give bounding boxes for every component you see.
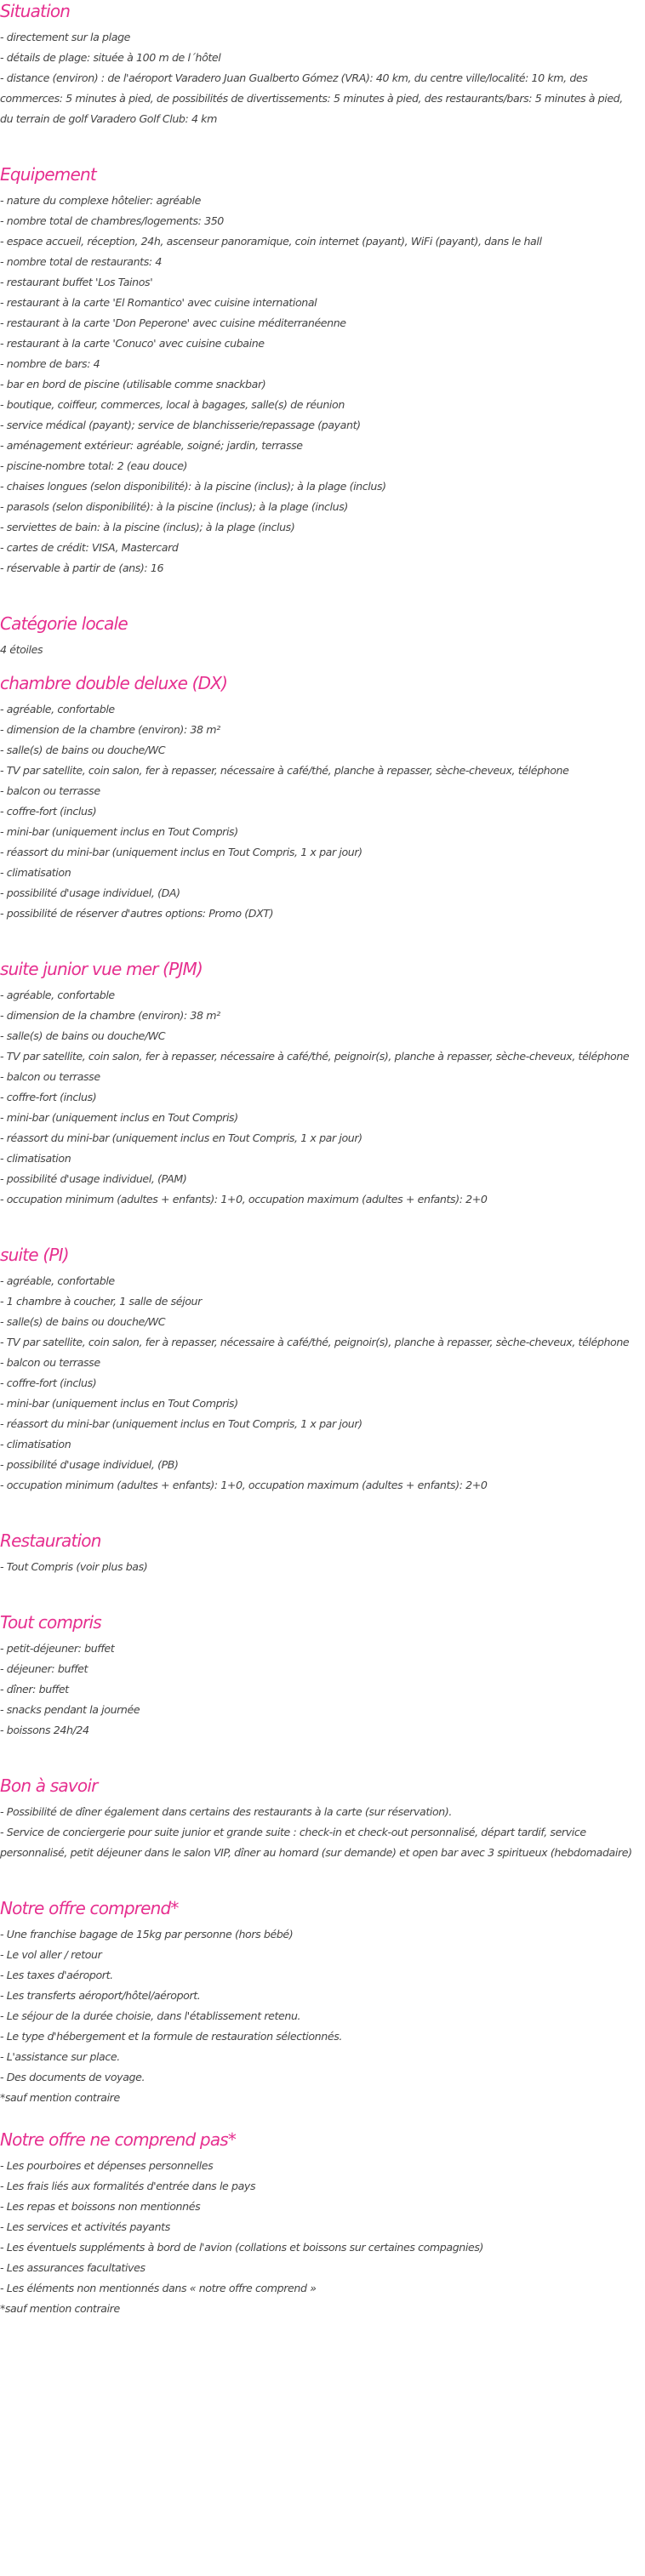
list-item: - TV par satellite, coin salon, fer à repasser, nécessaire à café/thé, peignoir(s), planche à repasser, sèche-cheveux, téléphone xyxy=(0,1050,630,1063)
section-lines xyxy=(0,191,645,578)
list-item: - Tout Compris (voir plus bas) xyxy=(0,1560,148,1573)
section-title: chambre double deluxe (DX) xyxy=(0,673,228,693)
list-item: - coffre-fort (inclus) xyxy=(0,1376,97,1389)
list-item: - L'assistance sur place. xyxy=(0,2050,120,2063)
list-item: *sauf mention contraire xyxy=(0,2302,120,2315)
list-item: - nombre total de chambres/logements: 350 xyxy=(0,214,224,227)
list-item: - réassort du mini-bar (uniquement inclus en Tout Compris, 1 x par jour) xyxy=(0,846,362,858)
section-suite xyxy=(0,1244,645,1496)
list-item: - Le séjour de la durée choisie, dans l'établissement retenu. xyxy=(0,2009,301,2022)
list-item: - restaurant à la carte 'Conuco' avec cuisine cubaine xyxy=(0,337,265,350)
list-item: - balcon ou terrasse xyxy=(0,1356,100,1369)
section-restauration xyxy=(0,1530,645,1577)
section-title: suite junior vue mer (PJM) xyxy=(0,959,203,979)
section-spacer xyxy=(0,1741,645,1775)
list-item: - déjeuner: buffet xyxy=(0,1662,88,1675)
section-lines xyxy=(0,2156,645,2319)
list-item: - bar en bord de piscine (utilisable comme snackbar) xyxy=(0,378,266,390)
section-spacer xyxy=(0,578,645,613)
section-title: Notre offre comprend* xyxy=(0,1898,179,1918)
section-title: Bon à savoir xyxy=(0,1775,98,1796)
section-suite-junior-vue-mer xyxy=(0,958,645,1210)
list-item: - balcon ou terrasse xyxy=(0,1070,100,1083)
section-lines xyxy=(0,27,645,129)
list-item: - espace accueil, réception, 24h, ascenseur panoramique, coin internet (payant), WiFi (payant), dans le hall xyxy=(0,235,542,248)
section-title: Restauration xyxy=(0,1530,101,1551)
list-item: - détails de plage: située à 100 m de l´hôtel xyxy=(0,51,221,64)
list-item: - agréable, confortable xyxy=(0,989,115,1001)
list-item: - Le type d'hébergement et la formule de restauration sélectionnés. xyxy=(0,2030,342,2043)
list-item: - dimension de la chambre (environ): 38 m² xyxy=(0,723,220,736)
section-lines xyxy=(0,1924,645,2108)
list-item: - directement sur la plage xyxy=(0,31,131,43)
section-lines xyxy=(0,985,645,1210)
list-item: - mini-bar (uniquement inclus en Tout Compris) xyxy=(0,825,238,838)
section-lines xyxy=(0,1557,645,1577)
list-item: - occupation minimum (adultes + enfants): 1+0, occupation maximum (adultes + enfants): 2+0 xyxy=(0,1479,488,1491)
list-item: - salle(s) de bains ou douche/WC xyxy=(0,1315,166,1328)
list-item: 4 étoiles xyxy=(0,643,43,656)
list-item: - dimension de la chambre (environ): 38 m² xyxy=(0,1009,220,1022)
list-item: - réassort du mini-bar (uniquement inclus en Tout Compris, 1 x par jour) xyxy=(0,1417,362,1430)
list-item: - climatisation xyxy=(0,1438,71,1450)
section-notre-offre-comprend xyxy=(0,1897,645,2108)
list-item: - coffre-fort (inclus) xyxy=(0,1091,97,1103)
list-item: - possibilité d'usage individuel, (PB) xyxy=(0,1458,179,1471)
list-item: - mini-bar (uniquement inclus en Tout Compris) xyxy=(0,1397,238,1410)
section-lines xyxy=(0,699,645,924)
list-item: - possibilité d'usage individuel, (DA) xyxy=(0,886,180,899)
list-item: - occupation minimum (adultes + enfants): 1+0, occupation maximum (adultes + enfants): 2+0 xyxy=(0,1193,488,1205)
list-item: - nature du complexe hôtelier: agréable xyxy=(0,194,201,207)
list-item: - boissons 24h/24 xyxy=(0,1724,89,1736)
section-spacer xyxy=(0,660,645,672)
section-spacer xyxy=(0,2108,645,2129)
list-item: - Des documents de voyage. xyxy=(0,2071,146,2083)
list-item: - réservable à partir de (ans): 16 xyxy=(0,561,164,574)
section-spacer xyxy=(0,2319,645,2331)
section-spacer xyxy=(0,129,645,163)
list-item: - distance (environ) : de l'aéroport Varadero Juan Gualberto Gómez (VRA): 40 km, du centre ville/localité: 10 km, des commerces: 5 minutes à pied, de possibilités de divertissements: 5 minutes à pied, des restaurants/bars: 5 minutes à pied, du terrain de golf Varadero Golf Club: 4 km xyxy=(0,71,623,125)
list-item: - Une franchise bagage de 15kg par personne (hors bébé) xyxy=(0,1928,294,1941)
section-spacer xyxy=(0,1210,645,1244)
section-title: Notre offre ne comprend pas* xyxy=(0,2129,237,2150)
list-item: - 1 chambre à coucher, 1 salle de séjour xyxy=(0,1295,202,1308)
list-item: - boutique, coiffeur, commerces, local à bagages, salle(s) de réunion xyxy=(0,398,345,411)
list-item: - agréable, confortable xyxy=(0,703,115,715)
list-item: - restaurant à la carte 'Don Peperone' avec cuisine méditerranéenne xyxy=(0,316,346,329)
list-item: - salle(s) de bains ou douche/WC xyxy=(0,1029,166,1042)
list-item: - cartes de crédit: VISA, Mastercard xyxy=(0,541,179,554)
section-title: suite (PI) xyxy=(0,1245,69,1265)
list-item: - Les éventuels suppléments à bord de l'avion (collations et boissons sur certaines compagnies) xyxy=(0,2241,484,2254)
list-item: - agréable, confortable xyxy=(0,1274,115,1287)
section-categorie-locale xyxy=(0,613,645,660)
section-title: Situation xyxy=(0,1,71,21)
list-item: - Le vol aller / retour xyxy=(0,1948,102,1961)
list-item: - TV par satellite, coin salon, fer à repasser, nécessaire à café/thé, planche à repasser, sèche-cheveux, téléphone xyxy=(0,764,569,777)
list-item: - Les repas et boissons non mentionnés xyxy=(0,2200,201,2213)
list-item: - petit-déjeuner: buffet xyxy=(0,1642,115,1655)
section-lines xyxy=(0,1802,645,1863)
list-item: - restaurant buffet 'Los Tainos' xyxy=(0,276,153,288)
list-item: - Possibilité de dîner également dans certains des restaurants à la carte (sur réservation). xyxy=(0,1805,452,1818)
list-item: - mini-bar (uniquement inclus en Tout Compris) xyxy=(0,1111,238,1124)
list-item: - réassort du mini-bar (uniquement inclus en Tout Compris, 1 x par jour) xyxy=(0,1131,362,1144)
list-item: - dîner: buffet xyxy=(0,1683,69,1695)
list-item: - possibilité d'usage individuel, (PAM) xyxy=(0,1172,187,1185)
section-title: Equipement xyxy=(0,164,96,185)
list-item: - aménagement extérieur: agréable, soigné; jardin, terrasse xyxy=(0,439,303,452)
list-item: - TV par satellite, coin salon, fer à repasser, nécessaire à café/thé, peignoir(s), planche à repasser, sèche-cheveux, téléphone xyxy=(0,1336,630,1348)
section-title: Catégorie locale xyxy=(0,613,128,634)
list-item: - Les taxes d'aéroport. xyxy=(0,1969,113,1981)
list-item: - salle(s) de bains ou douche/WC xyxy=(0,744,166,756)
list-item: - Les pourboires et dépenses personnelles xyxy=(0,2159,214,2172)
section-title: Tout compris xyxy=(0,1612,101,1633)
section-situation xyxy=(0,0,645,129)
section-chambre-double-deluxe xyxy=(0,672,645,924)
list-item: - climatisation xyxy=(0,1152,71,1165)
section-bon-a-savoir xyxy=(0,1775,645,1863)
list-item: - possibilité de réserver d'autres options: Promo (DXT) xyxy=(0,907,274,920)
list-item: - Les assurances facultatives xyxy=(0,2261,146,2274)
section-tout-compris xyxy=(0,1611,645,1741)
section-spacer xyxy=(0,1577,645,1611)
section-lines xyxy=(0,640,645,660)
list-item: - snacks pendant la journée xyxy=(0,1703,140,1716)
section-lines xyxy=(0,1271,645,1496)
list-item: *sauf mention contraire xyxy=(0,2091,120,2104)
list-item: - service médical (payant); service de blanchisserie/repassage (payant) xyxy=(0,419,361,431)
list-item: - Les services et activités payants xyxy=(0,2220,170,2233)
list-item: - parasols (selon disponibilité): à la piscine (inclus); à la plage (inclus) xyxy=(0,500,348,513)
section-notre-offre-ne-comprend-pas xyxy=(0,2129,645,2319)
list-item: - restaurant à la carte 'El Romantico' avec cuisine international xyxy=(0,296,317,309)
list-item: - balcon ou terrasse xyxy=(0,784,100,797)
list-item: - serviettes de bain: à la piscine (inclus); à la plage (inclus) xyxy=(0,521,295,533)
list-item: - Les éléments non mentionnés dans « notre offre comprend » xyxy=(0,2282,317,2294)
list-item: - Service de conciergerie pour suite junior et grande suite : check-in et check-out personnalisé, départ tardif, service personnalisé, petit déjeuner dans le salon VIP, dîner au homard (sur demande) et open bar avec 3 spiritueux (hebdomadaire) xyxy=(0,1826,632,1859)
section-spacer xyxy=(0,1863,645,1897)
list-item: - coffre-fort (inclus) xyxy=(0,805,97,818)
section-equipement xyxy=(0,163,645,578)
list-item: - piscine-nombre total: 2 (eau douce) xyxy=(0,459,188,472)
list-item: - Les frais liés aux formalités d'entrée dans le pays xyxy=(0,2180,256,2192)
section-spacer xyxy=(0,1496,645,1530)
list-item: - nombre de bars: 4 xyxy=(0,357,100,370)
section-lines xyxy=(0,1638,645,1741)
list-item: - nombre total de restaurants: 4 xyxy=(0,255,162,268)
list-item: - chaises longues (selon disponibilité): à la piscine (inclus); à la plage (inclus) xyxy=(0,480,386,493)
list-item: - Les transferts aéroport/hôtel/aéroport. xyxy=(0,1989,201,2002)
list-item: - climatisation xyxy=(0,866,71,879)
section-spacer xyxy=(0,924,645,958)
